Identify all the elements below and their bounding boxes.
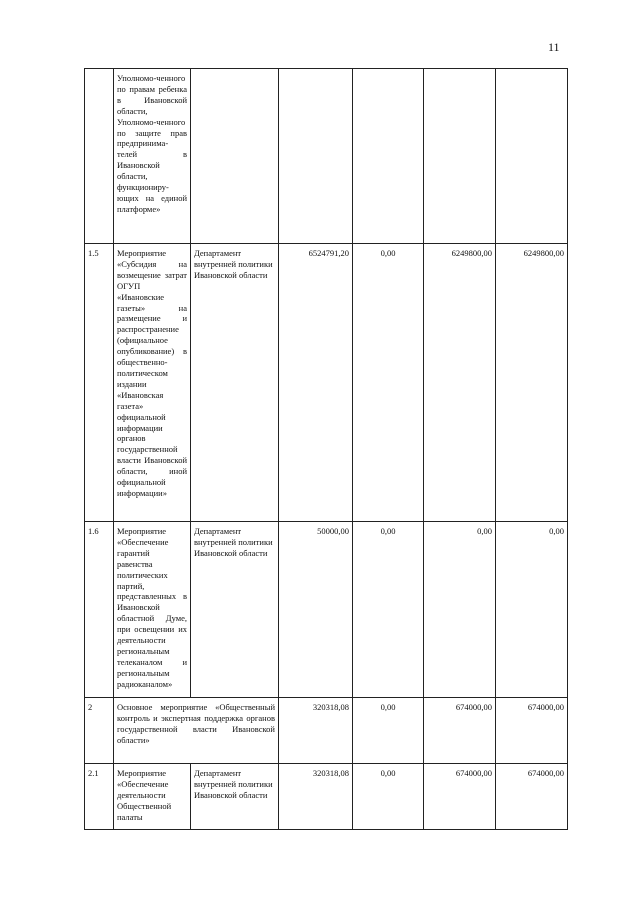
amount-cell-1: 6524791,20 xyxy=(279,244,353,522)
budget-table xyxy=(84,68,568,830)
table-row xyxy=(85,764,568,830)
event-name-cell: Мероприятие «Субсидия на возмещение затрат ОГУП «Ивановские газеты» на размещение и распространение (официальное опубликование) в общественно-политическом издании «Ивановская газета» официальной информации органов государственной власти Ивановской области, иной официальной информации» xyxy=(114,244,191,522)
amount-cell-4: 0,00 xyxy=(496,522,568,698)
amount-cell-1: 320318,08 xyxy=(279,764,353,830)
amount-cell-4 xyxy=(496,69,568,244)
table-row xyxy=(85,698,568,764)
table-row xyxy=(85,69,568,244)
amount-cell-1: 320318,08 xyxy=(279,698,353,764)
amount-cell-1 xyxy=(279,69,353,244)
amount-cell-1: 50000,00 xyxy=(279,522,353,698)
amount-cell-4: 6249800,00 xyxy=(496,244,568,522)
row-number-cell: 1.5 xyxy=(85,244,114,522)
executor-cell: Департамент внутренней политики Ивановской области xyxy=(191,522,279,698)
amount-cell-2: 0,00 xyxy=(353,522,424,698)
row-number-cell xyxy=(85,69,114,244)
event-name-cell: Основное мероприятие «Общественный контроль и экспертная поддержка органов государственной власти Ивановской области» xyxy=(114,698,279,764)
amount-cell-4: 674000,00 xyxy=(496,764,568,830)
event-name-cell: Мероприятие «Обеспечение деятельности Общественной палаты xyxy=(114,764,191,830)
amount-cell-3 xyxy=(424,69,496,244)
amount-cell-3: 674000,00 xyxy=(424,698,496,764)
executor-cell: Департамент внутренней политики Ивановской области xyxy=(191,244,279,522)
executor-cell: Департамент внутренней политики Ивановской области xyxy=(191,764,279,830)
page-number: 11 xyxy=(548,40,560,54)
amount-cell-2: 0,00 xyxy=(353,764,424,830)
event-name-cell: Мероприятие «Обеспечение гарантий равенства политических партий, представленных в Ивановской областной Думе, при освещении их деятельности региональным телеканалом и региональным радиоканалом» xyxy=(114,522,191,698)
table-row xyxy=(85,244,568,522)
amount-cell-2: 0,00 xyxy=(353,698,424,764)
executor-cell xyxy=(191,69,279,244)
amount-cell-3: 0,00 xyxy=(424,522,496,698)
amount-cell-3: 674000,00 xyxy=(424,764,496,830)
row-number-cell: 2 xyxy=(85,698,114,764)
amount-cell-2 xyxy=(353,69,424,244)
row-number-cell: 2.1 xyxy=(85,764,114,830)
event-name-cell: Уполномо-ченного по правам ребенка в Ивановской области, Уполномо-ченного по защите прав предпринима-телей в Ивановской области, функциониру-ющих на единой платформе» xyxy=(114,69,191,244)
row-number-cell: 1.6 xyxy=(85,522,114,698)
amount-cell-2: 0,00 xyxy=(353,244,424,522)
amount-cell-3: 6249800,00 xyxy=(424,244,496,522)
table-row xyxy=(85,522,568,698)
amount-cell-4: 674000,00 xyxy=(496,698,568,764)
